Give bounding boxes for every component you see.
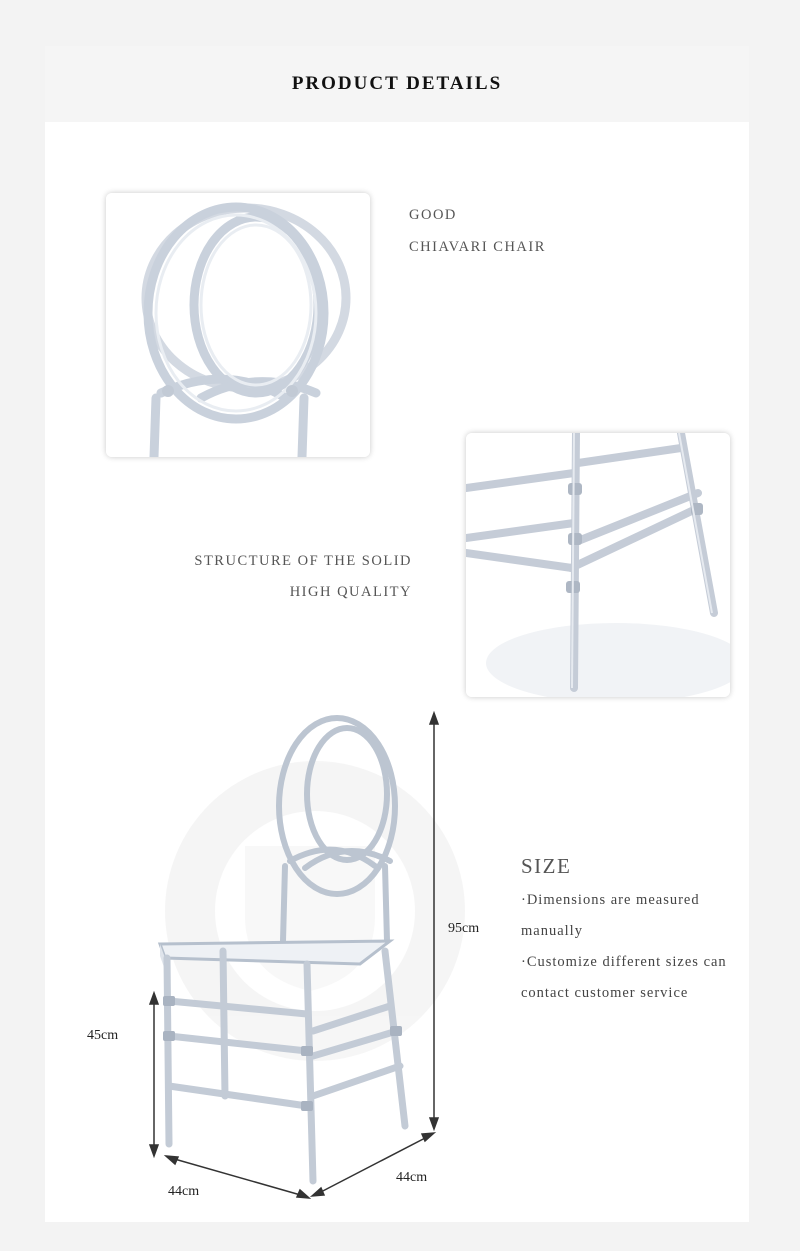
dimension-label-seat-height: 45cm bbox=[87, 1028, 119, 1043]
size-line: ·Customize different sizes can bbox=[521, 954, 727, 970]
size-line: manually bbox=[521, 923, 583, 939]
size-line: ·Dimensions are measured bbox=[521, 892, 700, 908]
size-info bbox=[521, 854, 749, 1009]
watermark-logo bbox=[165, 761, 465, 1061]
size-title: SIZE bbox=[521, 854, 572, 878]
section-title: PRODUCT DETAILS bbox=[291, 73, 503, 94]
dimension-label-height: 95cm bbox=[448, 921, 480, 936]
product-details-card bbox=[45, 46, 749, 1222]
feature-text-chiavari: CHIAVARI CHAIR bbox=[409, 239, 546, 255]
size-line: contact customer service bbox=[521, 985, 689, 1001]
feature-text-structure: STRUCTURE OF THE SOLID bbox=[194, 553, 412, 569]
feature-text-good: GOOD bbox=[409, 207, 457, 223]
dimension-label-width: 44cm bbox=[168, 1184, 200, 1199]
feature-text-quality: HIGH QUALITY bbox=[289, 584, 412, 600]
dimension-label-depth: 44cm bbox=[396, 1170, 428, 1185]
chair-dimension-diagram bbox=[45, 46, 749, 1222]
